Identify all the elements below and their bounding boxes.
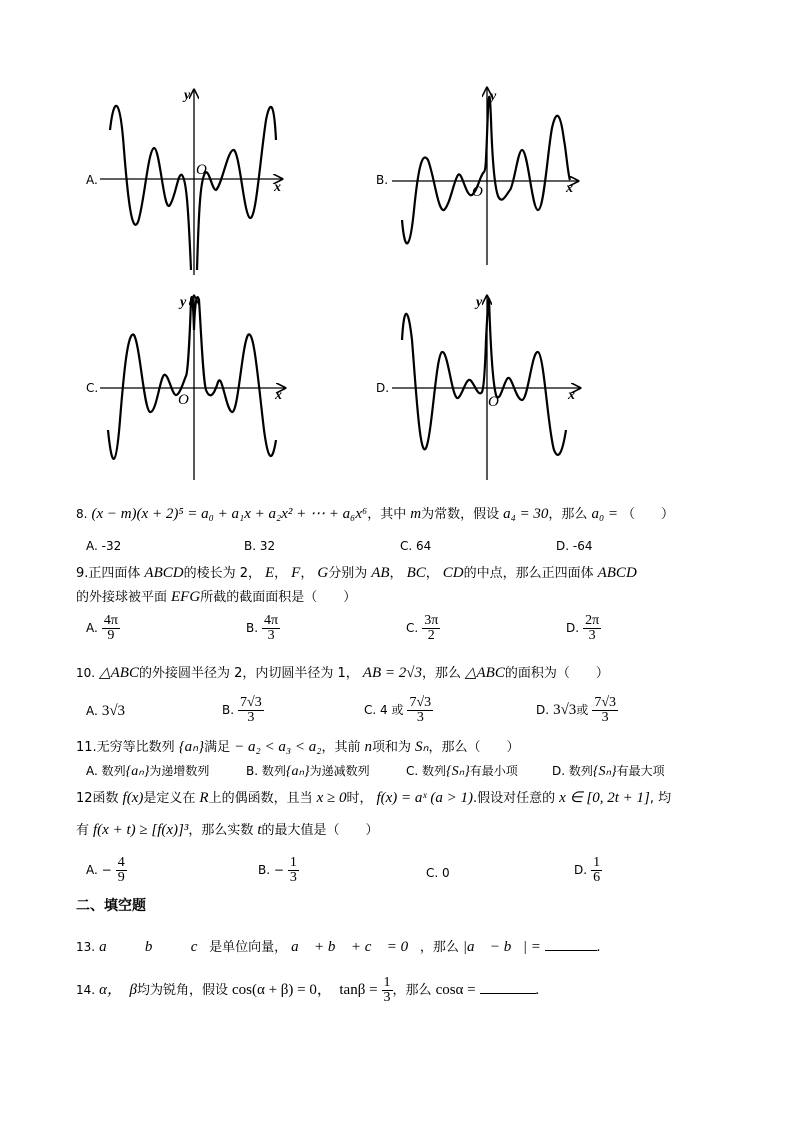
graph-c <box>100 295 285 480</box>
q14-answer-blank[interactable] <box>480 993 536 994</box>
q11-option-b <box>246 762 370 780</box>
q11-text: 项和为 <box>371 740 411 755</box>
option-symbol: {aₙ} <box>125 764 150 779</box>
question-9-line1 <box>76 562 637 582</box>
q11-text: 11.无穷等比数列 <box>76 740 175 755</box>
frac-den: 9 <box>117 870 125 885</box>
q11-an: {aₙ} <box>178 739 205 755</box>
option-label: C. 0 <box>426 866 450 880</box>
q8-text: ，那么 <box>548 507 588 522</box>
q9-option-a <box>86 614 120 643</box>
x-axis-label: x <box>275 388 282 403</box>
graph-d <box>392 295 580 480</box>
frac-num: 2π <box>585 613 600 628</box>
answer-graphs <box>0 0 794 490</box>
frac-num: 4π <box>103 613 118 628</box>
option-value: 3√3 <box>553 702 577 719</box>
q8-option-c: C. 64 <box>400 539 432 553</box>
q9-e: E <box>264 565 275 581</box>
option-text: 为递减数列 <box>309 764 370 778</box>
option-label: B. <box>222 703 235 718</box>
q14-period: . <box>535 982 540 999</box>
q10-option-d <box>536 696 618 725</box>
option-label: A. <box>86 621 98 636</box>
q12-inequality: f(x + t) ≥ [f(x)]³ <box>93 822 189 838</box>
q9-comma: ， <box>425 566 439 581</box>
q9-option-b <box>246 614 280 643</box>
option-text: 有最小项 <box>469 764 518 778</box>
q12-text: ，那么实数 <box>188 823 254 838</box>
q12-condition: x ≥ 0 <box>316 790 347 806</box>
y-axis-label: y <box>184 88 191 103</box>
option-label: D. <box>566 621 580 636</box>
frac-den: 6 <box>593 870 601 885</box>
origin-label: O <box>196 162 207 178</box>
question-9-line2 <box>76 586 356 606</box>
option-value: 3√3 <box>101 703 126 719</box>
q12-text: 12函数 <box>76 791 119 806</box>
option-label: B. <box>246 621 259 636</box>
q8-m: m <box>410 506 422 522</box>
q8-option-d: D. -64 <box>556 539 593 553</box>
q14-condition: cos(α + β) = 0 <box>231 982 317 999</box>
graph-a <box>100 88 282 275</box>
q9-text: 分别为 <box>328 566 368 581</box>
q11-option-c <box>406 762 518 780</box>
q9-bc: BC <box>406 565 426 581</box>
q13-vectors: a⃗， b⃗， c⃗ <box>99 939 210 955</box>
q11-text: ，那么（ ） <box>428 740 520 755</box>
q12-domain: x ∈ [0, 2t + 1] <box>559 790 650 806</box>
q9-efg: EFG <box>171 589 201 605</box>
question-13 <box>76 936 601 956</box>
q14-condition: ， tanβ = <box>316 982 378 999</box>
q12-r: R <box>199 790 209 806</box>
option-text: A. 数列 <box>86 764 126 778</box>
graph-d-label: D. <box>376 381 390 395</box>
q8-text: 为常数，假设 <box>421 507 500 522</box>
option-text: 有最大项 <box>616 764 665 778</box>
origin-label: O <box>472 184 483 200</box>
option-symbol: {Sₙ} <box>446 764 470 779</box>
q10-option-b <box>222 696 264 725</box>
q11-condition: − a₂ < a₃ < a₂ <box>234 739 322 755</box>
y-axis-label: y <box>490 89 497 104</box>
question-12-line1 <box>76 787 671 807</box>
q12-option-b <box>258 856 299 885</box>
q8-number: 8. <box>76 507 88 521</box>
q8-text: ，其中 <box>367 507 407 522</box>
question-11 <box>76 736 519 756</box>
option-symbol: {Sₙ} <box>592 764 617 779</box>
q14-text: 均为锐角，假设 <box>136 983 228 999</box>
q9-comma: ， <box>389 566 403 581</box>
frac-num: 3π <box>424 613 439 628</box>
q8-ask: a₀ = <box>591 506 619 522</box>
q9-comma: ， <box>274 566 288 581</box>
q10-ab: AB = 2√3 <box>362 665 422 681</box>
frac-den: 3 <box>247 710 255 725</box>
origin-label: O <box>178 392 189 408</box>
option-label: C. 4 或 <box>364 703 404 718</box>
q10-triangle: △ABC <box>464 665 505 681</box>
frac-num: 1 <box>289 855 297 870</box>
option-label: B. − <box>258 863 284 878</box>
question-12-line2 <box>76 819 379 839</box>
q8-option-a: A. -32 <box>86 539 122 553</box>
frac-num: 4 <box>117 855 125 870</box>
q10-triangle: △ABC <box>99 665 139 681</box>
graph-a-label: A. <box>86 173 98 187</box>
q12-definition: f(x) = aˣ (a > 1) <box>376 790 474 806</box>
option-text: C. 数列 <box>406 764 447 778</box>
frac-den: 3 <box>416 710 424 725</box>
q9-abcd: ABCD <box>144 565 184 581</box>
q9-text: 9.正四面体 <box>76 566 141 581</box>
graph-c-label: C. <box>86 381 99 395</box>
q11-text: 满足 <box>204 740 231 755</box>
y-axis-label: y <box>180 295 187 310</box>
option-text: B. 数列 <box>246 764 286 778</box>
frac-den: 9 <box>107 628 115 643</box>
q12-text: 上的偶函数，且当 <box>208 791 313 806</box>
q12-option-c <box>426 864 450 882</box>
origin-label: O <box>488 394 499 410</box>
q10-text: ，那么 <box>421 666 461 681</box>
x-axis-label: x <box>566 181 573 196</box>
frac-num: 7√3 <box>240 695 262 710</box>
q11-sn: Sₙ <box>414 739 429 755</box>
question-14 <box>76 976 539 1005</box>
y-axis-label: y <box>476 295 483 310</box>
x-axis-label: x <box>274 180 281 195</box>
graph-b-label: B. <box>376 173 389 187</box>
q13-answer-blank[interactable] <box>545 950 597 951</box>
q8-option-b: B. 32 <box>244 539 276 553</box>
frac-num: 1 <box>383 975 391 990</box>
q12-option-d <box>574 856 602 885</box>
q12-t: t <box>257 822 262 838</box>
q13-text: 是单位向量， <box>209 940 288 955</box>
q12-text: 的最大值是（ ） <box>261 823 379 838</box>
q13-number: 13. <box>76 940 96 954</box>
q9-comma: ， <box>300 566 314 581</box>
q9-text: 的中点，那么正四面体 <box>463 566 594 581</box>
frac-den: 3 <box>588 628 596 643</box>
q12-text: 时， <box>346 791 373 806</box>
q9-text: 的棱长为 2， <box>183 566 261 581</box>
graph-b <box>392 88 578 265</box>
q9-ab: AB <box>371 565 390 581</box>
option-label: A. <box>86 704 98 718</box>
q9-cd: CD <box>442 565 464 581</box>
q12-text: 是定义在 <box>143 791 196 806</box>
q10-number: 10. <box>76 666 96 680</box>
q12-text: , 均 <box>649 791 672 806</box>
frac-den: 2 <box>427 628 435 643</box>
q12-text: 有 <box>76 823 90 838</box>
option-label: A. − <box>86 863 112 878</box>
q9-option-d <box>566 614 601 643</box>
q10-text: 的面积为（ ） <box>504 666 609 681</box>
q9-f: F <box>291 565 301 581</box>
q9-text: 所截的截面面积是（ ） <box>200 590 357 605</box>
q11-text: ，其前 <box>321 740 361 755</box>
q12-text: .假设对任意的 <box>473 791 556 806</box>
x-axis-label: x <box>568 388 575 403</box>
q13-text: ，那么 <box>419 940 459 955</box>
q9-text: 的外接球被平面 <box>76 590 168 605</box>
q9-g: G <box>317 565 329 581</box>
question-8 <box>76 503 674 523</box>
q14-angles: α， β <box>99 982 137 999</box>
option-label: D. <box>536 703 550 718</box>
option-or: 或 <box>576 703 589 718</box>
q13-period: . <box>596 939 601 955</box>
frac-den: 3 <box>383 990 391 1005</box>
q9-option-c <box>406 614 440 643</box>
frac-den: 3 <box>267 628 275 643</box>
q10-text: 的外接圆半径为 2，内切圆半径为 1， <box>138 666 359 681</box>
frac-den: 3 <box>289 870 297 885</box>
option-label: D. <box>574 863 588 878</box>
question-10 <box>76 662 609 682</box>
q11-option-a <box>86 762 209 780</box>
q10-option-a <box>86 702 125 720</box>
section-heading: 二、填空题 <box>76 898 146 914</box>
q14-number: 14. <box>76 983 96 998</box>
q11-n: n <box>364 739 372 755</box>
frac-num: 4π <box>264 613 279 628</box>
q8-condition: a₄ = 30 <box>503 506 549 522</box>
q14-ask: cosα = <box>435 982 476 999</box>
option-text: D. 数列 <box>552 764 593 778</box>
q8-paren: （ ） <box>622 507 675 522</box>
frac-num: 7√3 <box>409 695 432 710</box>
frac-num: 7√3 <box>594 695 616 710</box>
option-text: 为递增数列 <box>149 764 210 778</box>
q12-fx: f(x) <box>122 790 144 806</box>
frac-num: 1 <box>593 855 601 870</box>
q8-expression: (x − m)(x + 2)⁵ = a₀ + a₁x + a₂x² + ⋯ + a₆x⁶ <box>91 506 368 522</box>
q12-option-a <box>86 856 127 885</box>
q14-text: ，那么 <box>392 983 432 999</box>
option-symbol: {aₙ} <box>285 764 310 779</box>
option-label: C. <box>406 621 419 636</box>
frac-den: 3 <box>601 710 609 725</box>
q9-abcd: ABCD <box>597 565 637 581</box>
q10-option-c <box>364 696 433 725</box>
q13-equation: a⃗ + b⃗ + c⃗ = 0⃗ <box>291 939 420 955</box>
q11-option-d <box>552 762 665 780</box>
q13-ask: |a⃗ − b⃗| = <box>462 939 541 955</box>
